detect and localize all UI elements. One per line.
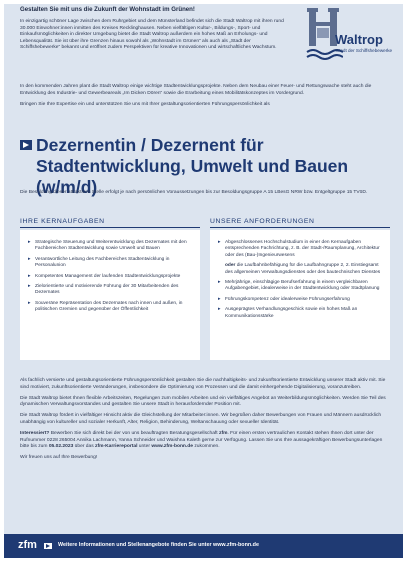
bullet-arrow-icon: ▸ bbox=[218, 240, 221, 245]
bullet-arrow-icon: ▸ bbox=[28, 256, 31, 262]
logo-tagline: Stadt der Schiffshebewerke bbox=[336, 48, 393, 53]
career-portal-name: zfm-Karriereportal bbox=[95, 444, 138, 450]
bullet-arrow-icon: ▸ bbox=[218, 296, 221, 302]
contact-paragraph: Interessiert? Bewerben Sie sich direkt bei der von uns beauftragten Beratungsgesellschaft zfm. Für einen ersten vertraulichen Kontakt stehen Ihnen dort unter der Rufnummer 0228 265004 Annika Lachmann, Yanna Schneider und Waishna Kaleth gerne zur Verfügung. Lassen Sie uns Ihre aussagekräftigen Bewerbungsunterlagen bitte bis zum 05.02.2023 über das zfm-Karriereportal unter www.zfm-bonn.de zukommen. bbox=[20, 431, 383, 450]
intro-paragraph: In einzigartig schöner Lage zwischen dem Ruhrgebiet und dem Münsterland befindet sich die Stadt Waltrop mit ihren rund 30.000 Einwohner:innen inmitten des Kreises Recklinghausen. Neben vielfältigen Kultur-, Bildungs-, Sport- und Einkaufsmöglichkeiten in direkter Umgebung bietet die Stadt Waltrop außerdem ein hohes Maß an Erholungs- und Lebensqualität. Sie ist über ihre Grenzen hinaus sowohl als „Wohnstadt im Grünen“ als auch als „Stadt der Schiffshebewerke“ bekannt und eröffnet zudem Perspektiven für kreative Innovationen und wirtschaftliches Wachstum. bbox=[20, 19, 284, 51]
lead-paragraph: In den kommenden Jahren plant die Stadt Waltrop einige wichtige Stadtentwicklungsprojekte. Neben dem Neubau einer Feuer- und Rettungswache steht auch die Entwicklung des Industrie- und Gewerbeareals „Im Dicken Dören“ sowie die Erarbeitung eines Mobilitätskonzeptes im Vordergrund. bbox=[20, 84, 372, 96]
tasks-title: IHRE KERNAUFGABEN bbox=[20, 218, 200, 228]
position-heading-block bbox=[20, 135, 395, 198]
signoff: Wir freuen uns auf Ihre Bewerbung! bbox=[20, 455, 98, 461]
two-column-section bbox=[20, 218, 392, 365]
list-item: ▸ Strategische Steuerung und Weiterentwicklung des Dezernates mit den Fachbereichen Stadtentwicklung sowie Umwelt und Bauen bbox=[28, 240, 187, 252]
closing-paragraph: Die Stadt Waltrop fördert in vielfältiger Hinsicht aktiv die Gleichstellung der Mitarbeiter:innen. Wir begrüßen daher Bewerbungen von Frauen und Männern ausdrücklich unabhängig von kultureller und sozialer Herkunft, Alter, Religion, Behinderung, Weltanschauung oder sexueller Identität. bbox=[20, 413, 382, 425]
requirements-title: UNSERE ANFORDERUNGEN bbox=[210, 218, 390, 228]
closing-section bbox=[20, 378, 392, 466]
list-item: ▸ Verantwortliche Leitung des Fachbereiches Stadtentwicklung in Personalunion bbox=[28, 256, 170, 269]
list-item: ▸ Abgeschlossenes Hochschulstudium in einer den Kernaufgaben entsprechenden Fachrichtung, z. B. der Stadt-/Raumplanung, Architektur oder des (Bau-)Ingenieurwesens bbox=[218, 240, 380, 258]
position-title: Dezernentin / Dezernent für Stadtentwicklung, Umwelt und Bauen (w/m/d) bbox=[36, 135, 349, 197]
bullet-arrow-icon: ▸ bbox=[28, 240, 31, 245]
arrow-icon bbox=[44, 543, 52, 549]
list-item: ▸ Führungskompetenz oder idealerweise Führungserfahrung bbox=[218, 296, 350, 302]
closing-paragraph: Die Stadt Waltrop bietet Ihnen flexible Arbeitszeiten, Regelungen zum mobilen Arbeiten und ein vielfältiges Angebot an Weiterbildungsmöglichkeiten. Werden Sie Teil des dynamischen Verwaltungsvorstandes und gestalten Sie unsere Stadt in herausfordernder Position mit. bbox=[20, 395, 386, 408]
arrow-icon bbox=[20, 140, 32, 150]
list-item: ▸ Ausgeprägtes Verhandlungsgeschick sowie ein hohes Maß an Kommunikationsstärke bbox=[218, 307, 358, 319]
bullet-arrow-icon: ▸ bbox=[218, 307, 221, 313]
logo-brand: Waltrop bbox=[335, 32, 383, 47]
salary-section bbox=[20, 190, 390, 202]
intro-title: Gestalten Sie mit uns die Zukunft der Wohnstadt im Grünen! bbox=[20, 6, 195, 13]
list-item-alternative: oder die Laufbahnbefähigung für die Laufbahngruppe 2, 2. Einstiegsamt des allgemeinen Verwaltungsdienstes oder des bautechnischen Dienstes bbox=[225, 263, 381, 275]
contact-lead: Interessiert? bbox=[20, 431, 50, 437]
deadline-date: 05.02.2023 bbox=[48, 444, 74, 450]
lead-section bbox=[20, 84, 390, 114]
footer-bar bbox=[4, 534, 403, 558]
list-item: ▸ Mehrjährige, einschlägige Berufserfahrung in einem vergleichbaren Aufgabengebiet, idealerweise in der Stadtentwicklung oder Stadtplanung bbox=[218, 280, 380, 292]
bullet-arrow-icon: ▸ bbox=[28, 273, 31, 279]
list-item: ▸ Zielorientierte und motivierende Führung der 30 Mitarbeitenden des Dezernates bbox=[28, 284, 179, 296]
bullet-arrow-icon: ▸ bbox=[28, 284, 31, 290]
bullet-arrow-icon: ▸ bbox=[28, 300, 31, 306]
list-item: ▸ Souveräne Repräsentation des Dezernates nach innen und außen, in politischen Gremien und gegenüber der Öffentlichkeit bbox=[28, 300, 183, 313]
tasks-column bbox=[20, 218, 200, 360]
requirements-column bbox=[210, 218, 390, 360]
intro-section bbox=[20, 6, 290, 57]
footer-text[interactable]: Weitere Informationen und Stellenangebote finden Sie unter www.zfm-bonn.de bbox=[58, 542, 259, 548]
or-keyword: oder bbox=[225, 263, 236, 269]
closing-paragraph: Als fachlich versierte und gestaltungsorientierte Führungspersönlichkeit gestalten Sie die nachhaltigkeits- und zukunftsorientierte Entwicklung unserer Stadt aktiv mit. Sie sind motiviert, zukunftsorientierte Veränderungen, insbesondere die Optimierung von Prozessen und die damit einhergehende Digitalisierung, voranzutreiben. bbox=[20, 378, 386, 390]
bullet-arrow-icon: ▸ bbox=[218, 280, 221, 286]
list-item: ▸ Kompetentes Management der laufenden Stadtentwicklungsprojekte bbox=[28, 273, 181, 279]
zfm-logo: zfm bbox=[18, 539, 37, 551]
tasks-box bbox=[20, 230, 200, 360]
zfm-name: zfm bbox=[219, 431, 228, 437]
salary-text: Die Besoldung dieser attraktiven Stelle erfolgt je nach persönlichen Voraussetzungen bis zur Besoldungsgruppe A 15 LBesG NRW bzw. Entgeltgruppe 15 TVöD. bbox=[20, 190, 368, 195]
waltrop-logo bbox=[303, 6, 393, 66]
zfm-url-link[interactable]: www.zfm-bonn.de bbox=[151, 444, 193, 450]
requirements-box bbox=[210, 230, 390, 360]
lead-invitation: Bringen Sie Ihre Expertise ein und unterstützen Sie uns mit Ihrer gestaltungsorientierten Führungspersönlichkeit als bbox=[20, 102, 270, 108]
